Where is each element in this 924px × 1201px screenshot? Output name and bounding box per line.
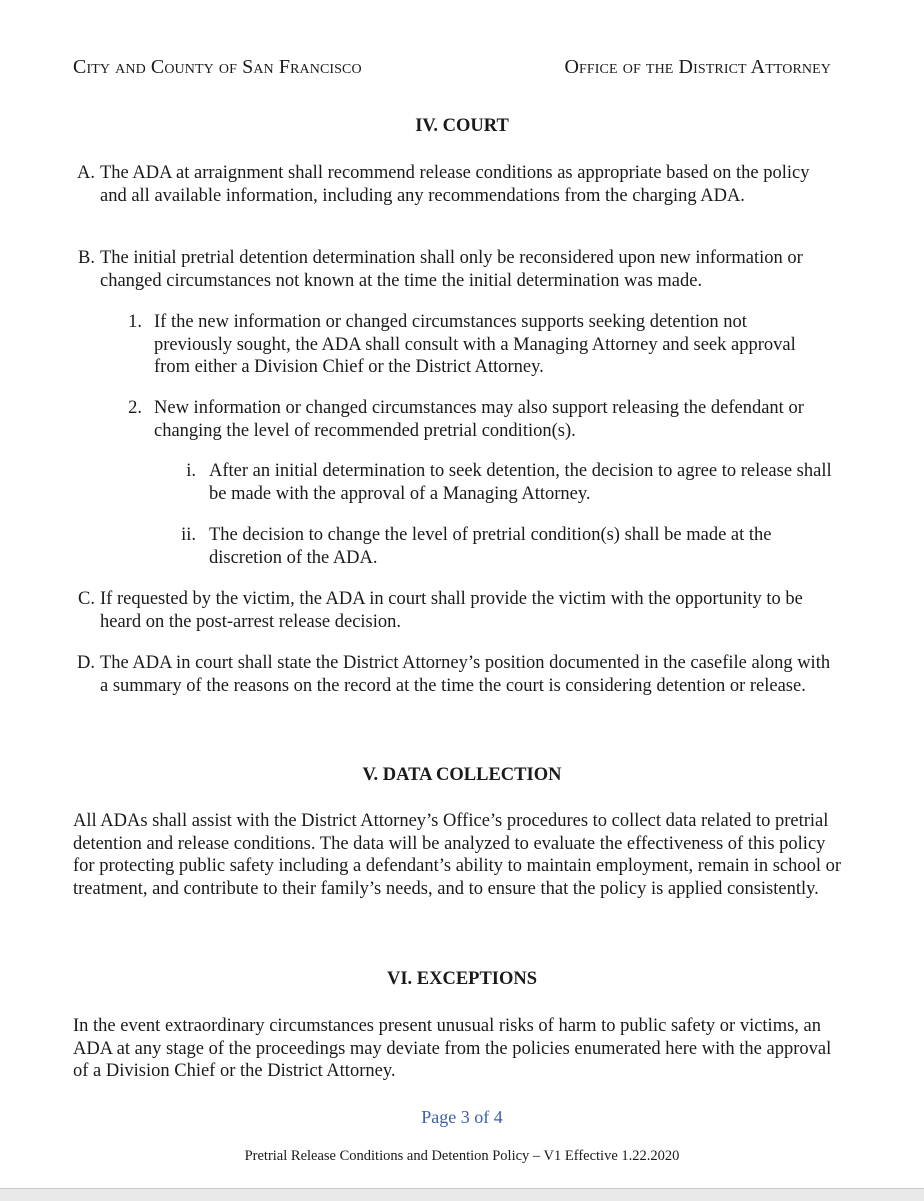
header-city-county: City and County of San Francisco bbox=[73, 56, 362, 78]
section-title-exceptions: VI. EXCEPTIONS bbox=[386, 969, 538, 989]
list-text: New information or changed circumstances may also support releasing the defendant or changing the level of recommended pretrial condition(s). bbox=[154, 398, 804, 441]
list-text: The ADA at arraignment shall recommend release conditions as appropriate based on the policy and all available information, including any recommendations from the charging ADA. bbox=[100, 163, 810, 206]
list-text: The initial pretrial detention determination shall only be reconsidered upon new information or changed circumstances not known at the time the initial determination was made. bbox=[100, 248, 803, 291]
list-label: D. bbox=[77, 653, 95, 673]
list-label: i. bbox=[186, 461, 196, 481]
list-label: 2. bbox=[128, 398, 142, 418]
page-bottom-edge bbox=[0, 1188, 924, 1201]
exceptions-paragraph: In the event extraordinary circumstances present unusual risks of harm to public safety or victims, an ADA at any stage of the proceedings may deviate from the policies enumerated here with the approval of a Division Chief or the District Attorney. bbox=[73, 1016, 832, 1082]
list-text: After an initial determination to seek detention, the decision to agree to release shall be made with the approval of a Managing Attorney. bbox=[209, 461, 832, 504]
page-header bbox=[73, 56, 831, 80]
page-footer: Pretrial Release Conditions and Detention Policy – V1 Effective 1.22.2020 bbox=[244, 1148, 680, 1164]
header-office: Office of the District Attorney bbox=[564, 56, 831, 78]
list-label: B. bbox=[78, 248, 95, 268]
page-number: Page 3 of 4 bbox=[421, 1107, 503, 1127]
list-label: ii. bbox=[181, 525, 196, 545]
section-title-data-collection: V. DATA COLLECTION bbox=[362, 765, 562, 785]
list-text: The ADA in court shall state the District Attorney’s position documented in the casefile along with a summary of the reasons on the record at the time the court is considering detention or release. bbox=[100, 653, 831, 696]
list-text: If the new information or changed circumstances supports seeking detention not previously sought, the ADA shall consult with a Managing Attorney and seek approval from either a Division Chief or the District Attorney. bbox=[154, 312, 796, 378]
list-label: A. bbox=[77, 163, 95, 183]
list-text: If requested by the victim, the ADA in court shall provide the victim with the opportunity to be heard on the post-arrest release decision. bbox=[100, 589, 803, 632]
data-collection-paragraph: All ADAs shall assist with the District Attorney’s Office’s procedures to collect data related to pretrial detention and release conditions. The data will be analyzed to evaluate the effectiveness of this policy for protecting public safety including a defendant’s ability to maintain employment, remain in school or treatment, and contribute to their family’s needs, and to ensure that the policy is applied consistently. bbox=[73, 811, 842, 899]
list-text: The decision to change the level of pretrial condition(s) shall be made at the discretion of the ADA. bbox=[209, 525, 772, 568]
list-label: C. bbox=[78, 589, 95, 609]
list-label: 1. bbox=[128, 312, 142, 332]
section-title-court: IV. COURT bbox=[415, 116, 509, 136]
